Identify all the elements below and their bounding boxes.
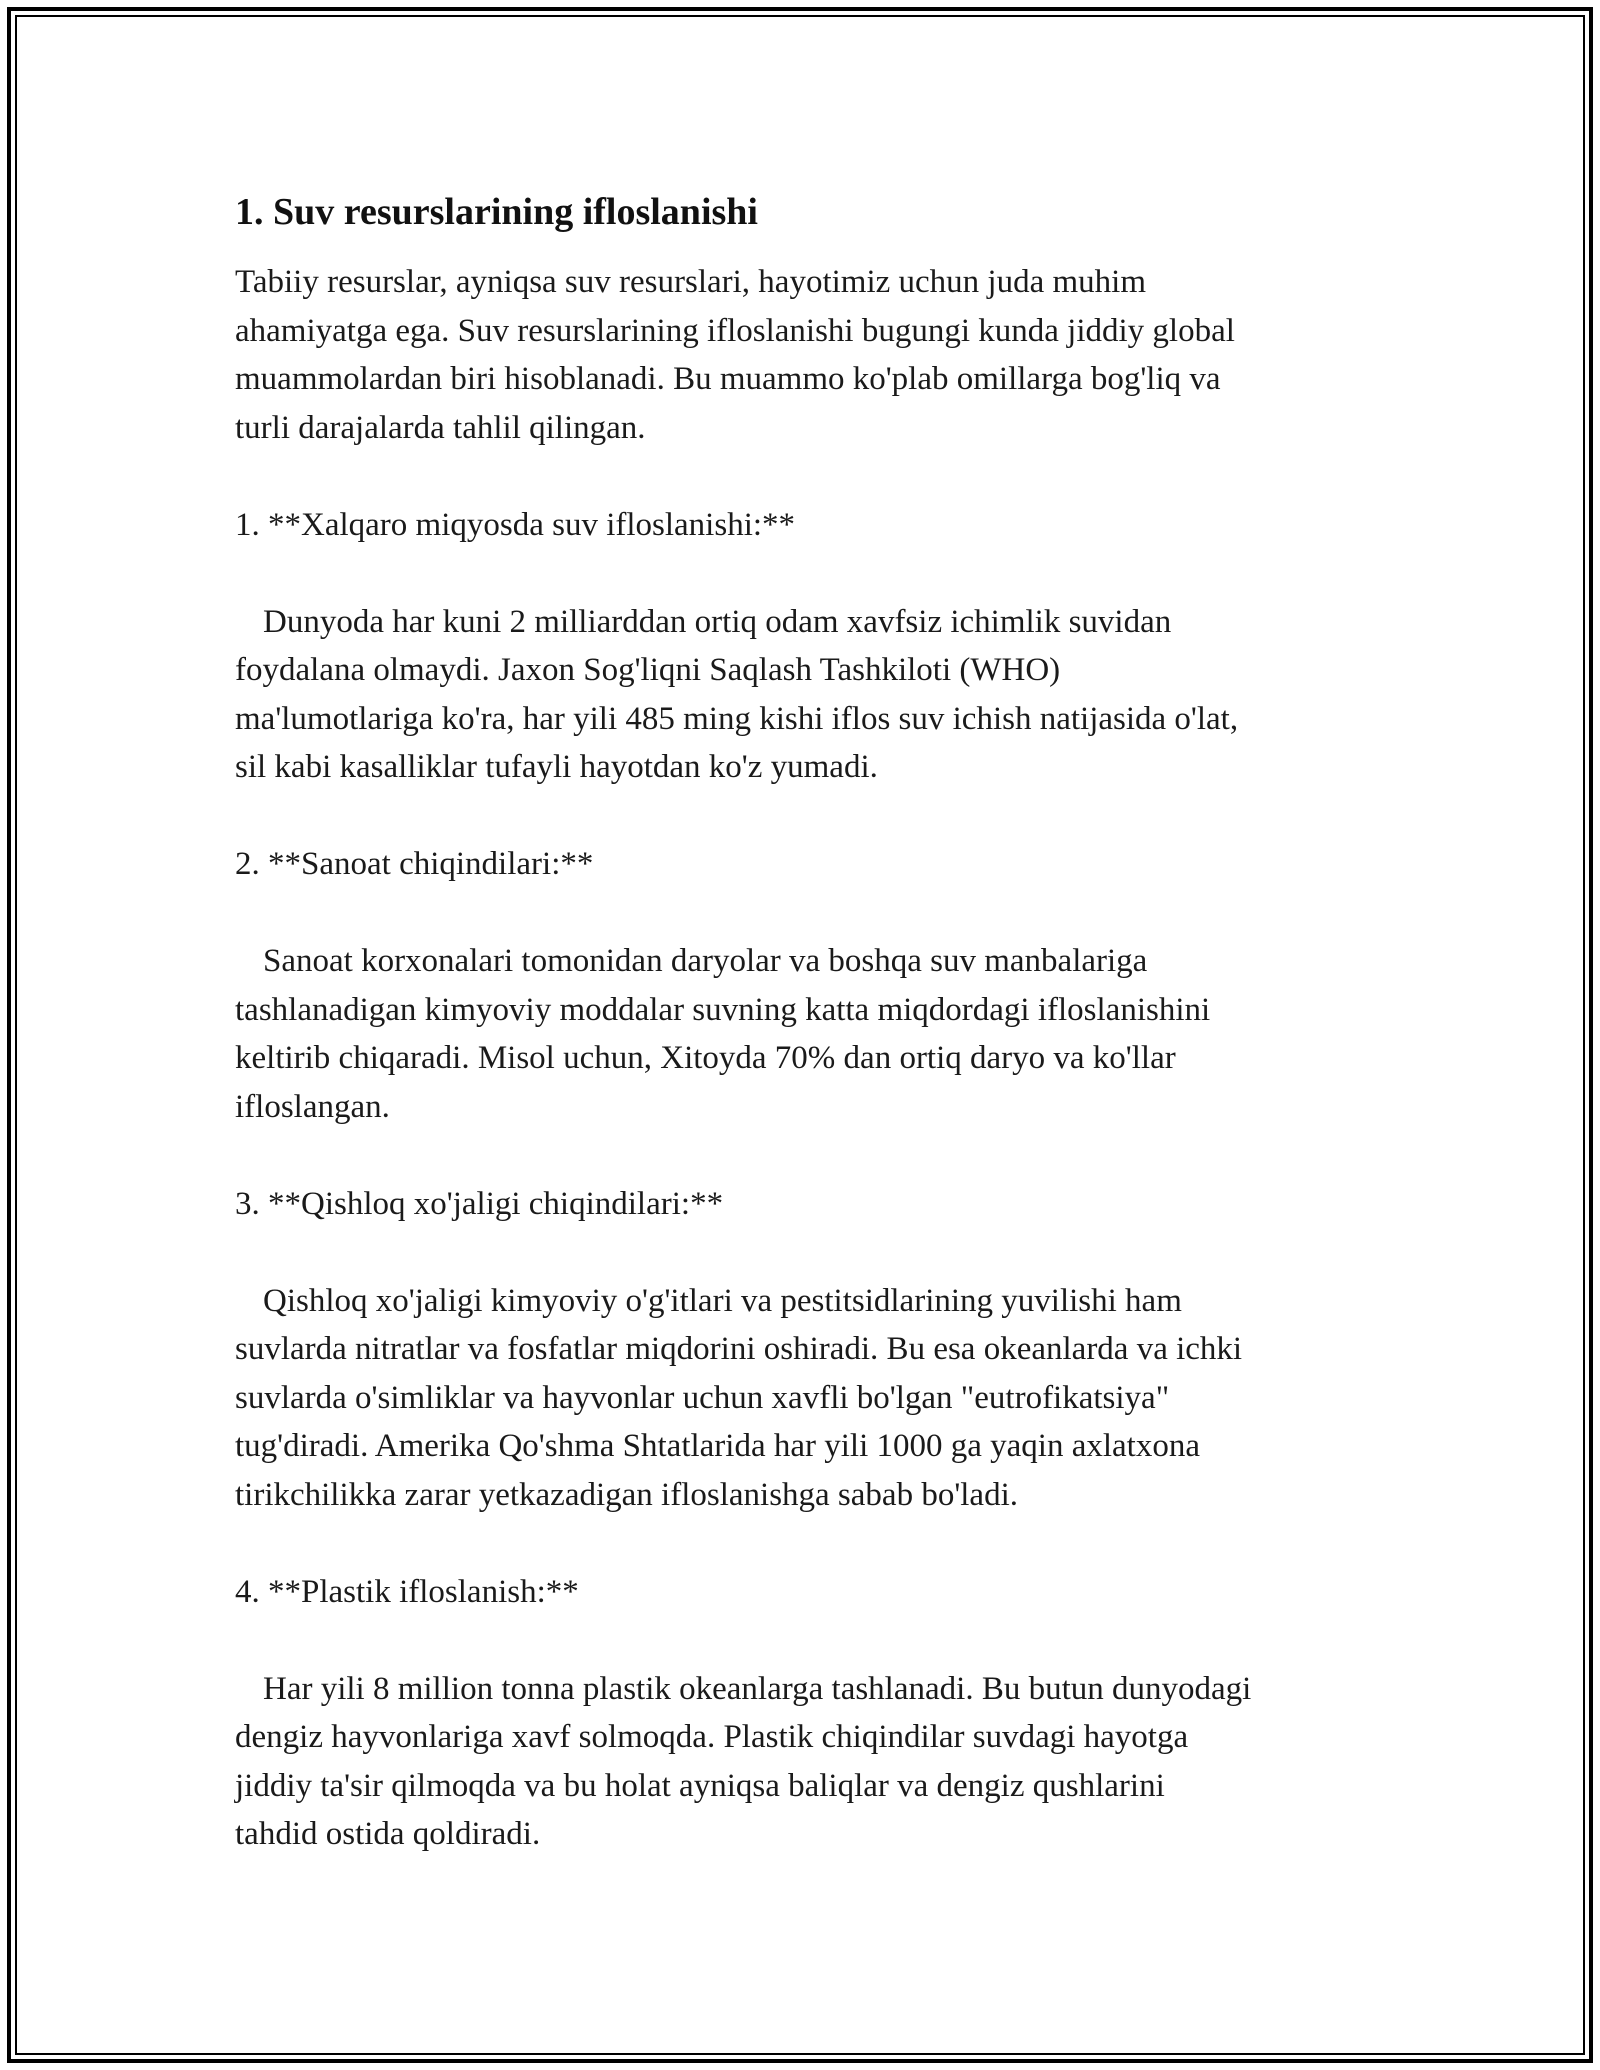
section-line: Sanoat korxonalari tomonidan daryolar va boshqa suv manbalariga bbox=[263, 943, 1148, 979]
section-line: tashlanadigan kimyoviy moddalar suvning katta miqdordagi ifloslanishini bbox=[235, 991, 1211, 1028]
section-line: tahdid ostida qoldiradi. bbox=[235, 1816, 541, 1852]
intro-paragraph bbox=[235, 258, 1375, 452]
section-heading: 1. **Xalqaro miqyosda suv ifloslanishi:** bbox=[235, 506, 796, 543]
intro-line: turli darajalarda tahlil qilingan. bbox=[235, 409, 646, 446]
section-line: ma'lumotlariga ko'ra, har yili 485 ming kishi iflos suv ichish natijasida o'lat, bbox=[235, 700, 1239, 737]
section-line: sil kabi kasalliklar tufayli hayotdan ko'z yumadi. bbox=[235, 749, 878, 785]
document-title: 1. Suv resurslarining ifloslanishi bbox=[235, 191, 758, 233]
section-line: suvlarda nitratlar va fosfatlar miqdorini oshiradi. Bu esa okeanlarda va ichki bbox=[235, 1331, 1243, 1367]
section-line: foydalana olmaydi. Jaxon Sog'liqni Saqlash Tashkiloti (WHO) bbox=[235, 652, 1061, 688]
intro-line: ahamiyatga ega. Suv resurslarining ifloslanishi bugungi kunda jiddiy global bbox=[235, 312, 1235, 349]
section-heading: 4. **Plastik ifloslanish:** bbox=[235, 1573, 579, 1610]
section-line: Qishloq xo'jaligi kimyoviy o'g'itlari va pestitsidlarining yuvilishi ham bbox=[263, 1282, 1182, 1319]
section-3 bbox=[235, 1180, 1375, 1520]
document-body bbox=[235, 184, 1375, 1859]
section-line: ifloslangan. bbox=[235, 1088, 390, 1125]
section-line: tirikchilikka zarar yetkazadigan ifloslanishga sabab bo'ladi. bbox=[235, 1476, 1018, 1513]
intro-line: muammolardan biri hisoblanadi. Bu muammo ko'plab omillarga bog'liq va bbox=[235, 361, 1221, 397]
section-heading: 3. **Qishloq xo'jaligi chiqindilari:** bbox=[235, 1185, 724, 1222]
section-2 bbox=[235, 840, 1375, 1131]
section-line: dengiz hayvonlariga xavf solmoqda. Plastik chiqindilar suvdagi hayotga bbox=[235, 1719, 1189, 1755]
section-heading: 2. **Sanoat chiqindilari:** bbox=[235, 846, 594, 882]
section-line: jiddiy ta'sir qilmoqda va bu holat ayniqsa baliqlar va dengiz qushlarini bbox=[235, 1767, 1165, 1804]
section-line: keltirib chiqaradi. Misol uchun, Xitoyda 70% dan ortiq daryo va ko'llar bbox=[235, 1040, 1176, 1076]
section-line: tug'diradi. Amerika Qo'shma Shtatlarida har yili 1000 ga yaqin axlatxona bbox=[235, 1428, 1200, 1464]
section-4 bbox=[235, 1568, 1375, 1859]
section-line: Har yili 8 million tonna plastik okeanlarga tashlanadi. Bu butun dunyodagi bbox=[263, 1670, 1252, 1707]
section-line: suvlarda o'simliklar va hayvonlar uchun xavfli bo'lgan "eutrofikatsiya" bbox=[235, 1379, 1170, 1416]
section-line: Dunyoda har kuni 2 milliarddan ortiq odam xavfsiz ichimlik suvidan bbox=[263, 603, 1172, 640]
section-1 bbox=[235, 501, 1375, 792]
intro-line: Tabiiy resurslar, ayniqsa suv resurslari, hayotimiz uchun juda muhim bbox=[235, 264, 1146, 300]
